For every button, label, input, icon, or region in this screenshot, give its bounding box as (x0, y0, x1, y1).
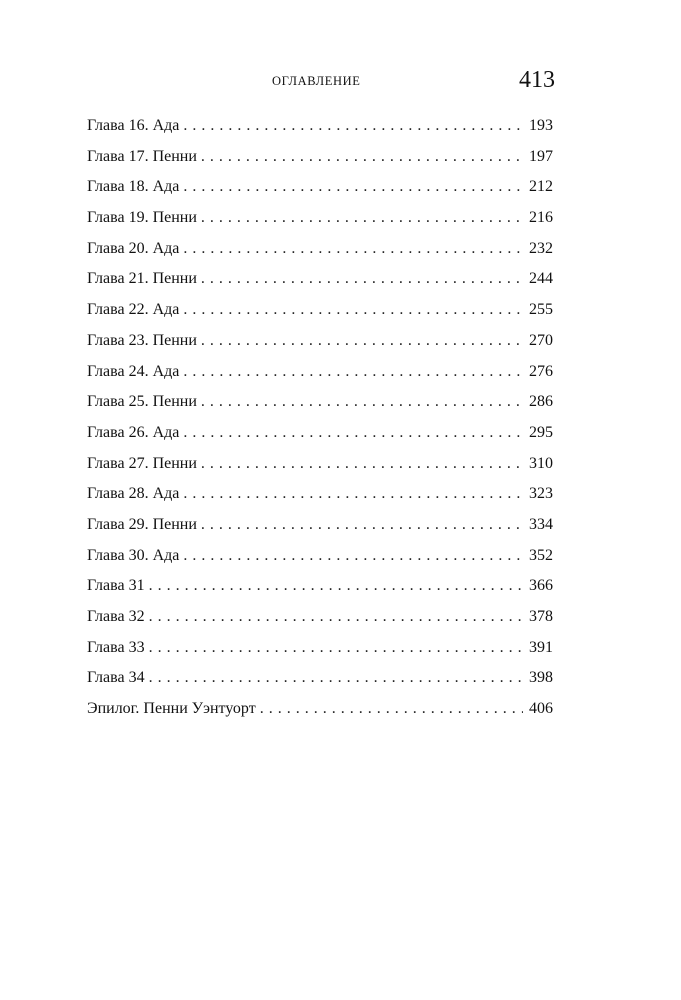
toc-entry (87, 393, 553, 424)
toc-entry-page: 352 (529, 546, 553, 564)
dot-leader (149, 669, 523, 687)
toc-entry-page: 193 (529, 117, 553, 134)
toc-entry-label: Глава 23. Пенни (87, 331, 197, 349)
toc-entry-label: Глава 19. Пенни (87, 209, 197, 227)
toc-entry (87, 270, 553, 301)
toc-entry-label: Глава 34 (87, 669, 145, 687)
toc-entry-label: Глава 33 (87, 638, 145, 656)
dot-leader (201, 270, 523, 288)
toc-entry (87, 455, 553, 486)
toc-entry-label: Глава 21. Пенни (87, 270, 197, 288)
toc-entry-page: 295 (529, 423, 553, 441)
dot-leader (149, 639, 523, 657)
toc-entry (87, 240, 553, 271)
toc-entry-page: 406 (529, 700, 553, 718)
toc-entry-page: 391 (529, 638, 553, 656)
dot-leader (149, 577, 523, 595)
table-of-contents (87, 117, 553, 731)
toc-entry-page: 276 (529, 362, 553, 380)
toc-entry-label: Эпилог. Пенни Уэнтуорт (87, 700, 256, 718)
dot-leader (183, 363, 523, 381)
toc-entry-page: 286 (529, 393, 553, 411)
toc-entry-page: 398 (529, 669, 553, 687)
toc-entry-page: 232 (529, 239, 553, 257)
dot-leader (183, 301, 523, 319)
dot-leader (183, 547, 523, 565)
toc-entry (87, 516, 553, 547)
toc-entry-page: 197 (529, 147, 553, 165)
dot-leader (149, 608, 523, 626)
toc-entry-label: Глава 29. Пенни (87, 515, 197, 533)
toc-entry (87, 363, 553, 394)
dot-leader (183, 485, 523, 503)
dot-leader (201, 455, 523, 473)
toc-entry (87, 424, 553, 455)
dot-leader (183, 424, 523, 442)
toc-entry (87, 209, 553, 240)
toc-entry-label: Глава 25. Пенни (87, 393, 197, 411)
toc-entry-page: 212 (529, 178, 553, 196)
toc-entry (87, 547, 553, 578)
toc-entry-page: 378 (529, 608, 553, 625)
running-title: ОГЛАВЛЕНИЕ (272, 74, 361, 88)
dot-leader (201, 516, 523, 534)
toc-entry-label: Глава 20. Ада (87, 239, 180, 257)
toc-entry (87, 301, 553, 332)
page-number: 413 (519, 67, 555, 93)
toc-entry (87, 700, 553, 731)
dot-leader (201, 393, 523, 411)
dot-leader (201, 209, 523, 227)
toc-entry-label: Глава 27. Пенни (87, 454, 197, 472)
dot-leader (183, 240, 523, 258)
dot-leader (201, 148, 523, 166)
toc-entry-page: 323 (529, 485, 553, 503)
toc-entry-label: Глава 31 (87, 577, 145, 595)
toc-entry-label: Глава 24. Ада (87, 362, 180, 380)
toc-entry-label: Глава 26. Ада (87, 423, 180, 441)
toc-entry (87, 669, 553, 700)
toc-entry-page: 216 (529, 209, 553, 227)
page-header (0, 0, 681, 100)
toc-entry-label: Глава 22. Ада (87, 301, 180, 319)
toc-entry (87, 178, 553, 209)
toc-entry (87, 608, 553, 639)
toc-entry-label: Глава 30. Ада (87, 546, 180, 564)
toc-entry (87, 639, 553, 670)
toc-entry-page: 255 (529, 301, 553, 319)
dot-leader (260, 700, 523, 718)
toc-entry-label: Глава 32 (87, 608, 145, 625)
toc-entry-label: Глава 16. Ада (87, 117, 180, 134)
dot-leader (183, 117, 523, 135)
toc-entry-page: 270 (529, 331, 553, 349)
toc-entry-label: Глава 28. Ада (87, 485, 180, 503)
toc-entry (87, 577, 553, 608)
toc-entry-label: Глава 17. Пенни (87, 147, 197, 165)
toc-entry (87, 485, 553, 516)
toc-entry-label: Глава 18. Ада (87, 178, 180, 196)
toc-entry-page: 366 (529, 577, 553, 595)
toc-entry (87, 117, 553, 148)
toc-entry-page: 310 (529, 454, 553, 472)
toc-entry-page: 334 (529, 515, 553, 533)
toc-entry (87, 148, 553, 179)
dot-leader (183, 178, 523, 196)
dot-leader (201, 332, 523, 350)
toc-entry (87, 332, 553, 363)
toc-entry-page: 244 (529, 270, 553, 288)
